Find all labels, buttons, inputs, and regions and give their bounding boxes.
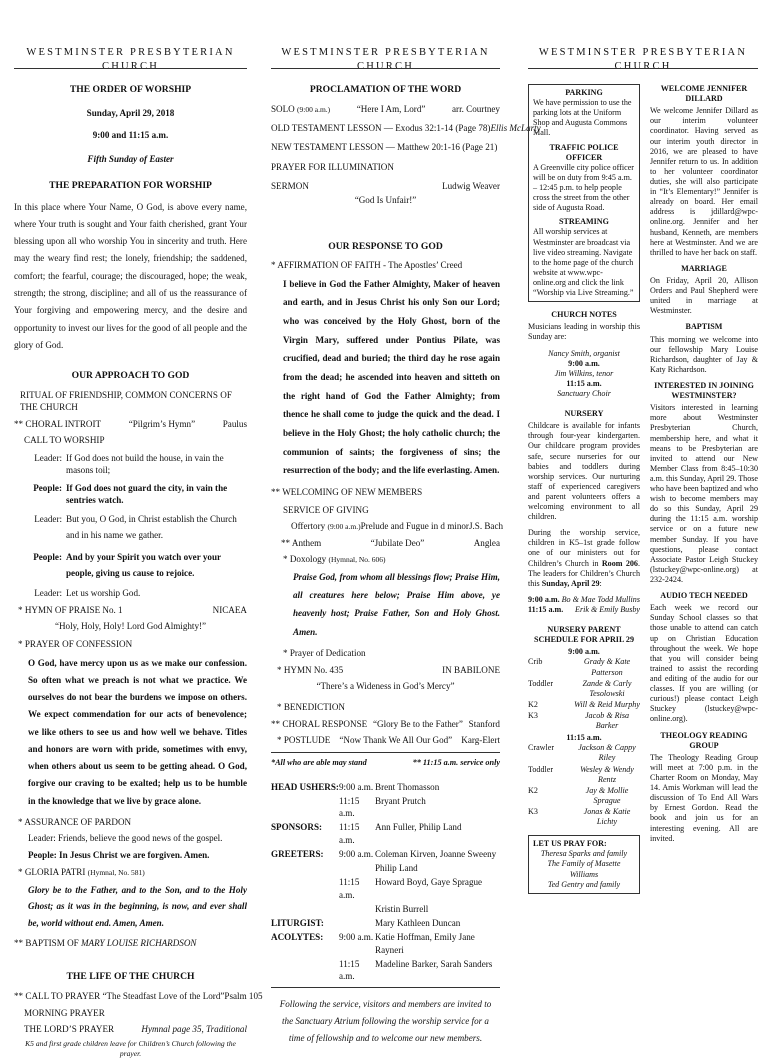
hymn-of-praise: * HYMN OF PRAISE No. 1 NICAEA [18,604,247,615]
theology-text: The Theology Reading Group will meet at 7:00 p.m. in the Charter Room on Monday, May 14. Amis Workman will lead the discussion of To End All Wars by Ernest Gordon. Read the book and join us for an interesting evening. All are invited. [650,752,758,843]
doxology: * Doxology (Hymnal, No. 606) [283,553,386,564]
welcoming-new-members: ** WELCOMING OF NEW MEMBERS [271,486,423,497]
church-notes-text: Musicians leading in worship this Sunday are: [528,322,640,342]
prayer-of-confession: * PRAYER OF CONFESSION [18,639,133,650]
prayer-of-dedication: * Prayer of Dedication [283,647,366,658]
nursery-title: NURSERY [564,409,604,419]
order-of-worship-column [14,0,263,1059]
service-date: Sunday, April 29, 2018 [86,107,175,118]
joining-text: Visitors interested in learning more about Westminster Presbyterian Church, membership here, and what it means to be Presbyterian are invited to attend our New Member Class from 8:45–10:30 a.m. this Sunday, April 29. Those who have been baptized and who wish to become members may do so this Sunday, April 29 during the 11:15 a.m. worship service or on a future new member Sunday. If you have questions, please contact Associate Pastor Leigh Stuckey (lstuckey@wpc-online.org) at 232-2424. [650,403,758,585]
header-rule [271,68,500,69]
prayer-for-illumination: PRAYER FOR ILLUMINATION [271,161,394,172]
fifth-sunday: Fifth Sunday of Easter [87,154,174,165]
time-900: 9:00 a.m. [568,358,600,368]
marriage-title: MARRIAGE [681,263,727,273]
church-header: WESTMINSTER PRESBYTERIAN CHURCH [538,47,748,73]
baptism-text: This morning we welcome into our fellowship Mary Louise Richardson, daughter of Jay & Katy Richardson. [650,334,758,374]
church-notes-title: CHURCH NOTES [551,310,617,320]
gloria-patri: * GLORIA PATRI (Hymnal, No. 581) [18,866,145,877]
traffic-text: A Greenville city police officer will be on duty from 9:45 a.m. – 12:45 p.m. to help people cross the street from the other side of Augusta Road. [533,162,634,213]
nursery-text: Childcare is available for infants through four-year kindergarten. Our childcare program provides safe, secure nurseries for our babies and toddlers during worship services. Our nurturing staff of experienced caregivers and parent volunteers offers a welcoming environment to all children. [528,421,640,522]
fellowship-invitation: Following the service, visitors and members are invited to the Sanctuary Atrium following the worship service for a time of fellowship and to welcome our new members. [279,998,492,1044]
confession-text: O God, have mercy upon us as we make our confession. So often what we preach is not what we practice. We ourselves do not bear the burdens we impose on others. We expect commendation for our acts of benevolence; we like others to see us and how well we behave. Titles and honors are worn with pride, sometimes with envy, when others about us seem to be getting ahead. O God, forgive our craving to be exalted; help us to be humble in the knowledge that we live by grace alone. [28,657,247,806]
welcome-text: We welcome Jennifer Dillard as our interim volunteer coordinator. Having served as our interim youth director in 2016, we are pleased to have Jennifer return to us. In addition to her volunteer coordinator duties, she will also participate in “It’s Elementary!” Jennifer is already on board. Her email address is jdillard@wpc-online.org. Jennifer and her husband, Kenneth, are members here at Westminster. And we are thrilled to have her back on staff. [650,106,758,257]
organist: Nancy Smith, organist [548,348,620,358]
hymn-435: * HYMN No. 435 IN BABILONE [277,665,500,676]
apostles-creed: I believe in God the Father Almighty, Maker of heaven and earth, and in Jesus Christ his only Son our Lord; who was conceived by the Holy Ghost, born of the Virgin Mary, suffered under Pontius Pilate, was crucified, dead and buried; the third day he rose again from the dead; he ascended into heaven and sitteth on the right hand of God the Father Almighty; from thence he shall come to judge the quick and the dead. I believe in the Holy Ghost; the holy catholic church; the communion of saints; the forgiveness of sins; the resurrection of the body; and the life everlasting. Amen. [283,278,500,476]
audio-tech-title: AUDIO TECH NEEDED [660,591,748,601]
choral-response: ** CHORAL RESPONSE “Glory Be to the Father” Stanford [271,718,500,729]
solo: SOLO (9:00 a.m.) “Here I Am, Lord” arr. Courtney [271,103,500,114]
hymn-435-title: “There’s a Wideness in God’s Mercy” [316,681,455,692]
lords-prayer: THE LORD’S PRAYER Hymnal page 35, Traditional [24,1023,247,1034]
litany: Leader: If God does not build the house, in vain the masons toil; People: If God does not guard the city, in vain the sentries watch. Leader: But you, O God, in Christ establish the Church and in his name we gather. People: And by your Spirit you watch over your people, giving us cause to rejoice. Leader: Let us worship God. [33,453,237,598]
baptism: ** BAPTISM OF MARY LOUISE RICHARDSON [14,938,197,949]
prayer-item: Ted Gentry and family [547,879,621,889]
parking-box [528,84,640,302]
childrens-church: During the worship service, children in K5–1st grade follow one of our ministers out for Children’s Church in Room 206. The leaders for Children’s Church this Sunday, April 29: [528,528,640,588]
proclamation-title: PROCLAMATION OF THE WORD [309,84,462,95]
call-to-prayer: ** CALL TO PRAYER “The Steadfast Love of the Lord” Psalm 105 [14,991,263,1002]
pray-title: LET US PRAY FOR: [533,839,607,849]
header-rule [528,68,758,69]
prayer-item: Theresa Sparks and family [540,849,628,859]
choral-introit: ** CHORAL INTROIT “Pilgrim’s Hymn” Paulus [14,418,247,429]
parking-title: PARKING [565,88,603,97]
prayer-box [528,835,640,894]
welcome-title: WELCOME JENNIFER DILLARD [660,84,748,104]
doxology-text: Praise God, from whom all blessings flow; Praise Him, all creatures here below; Praise Him above, ye heavenly host; Praise Father, Son and Holy Ghost. Amen. [293,572,500,637]
sermon: SERMON Ludwig Weaver [271,181,500,191]
assurance-leader: Leader: Friends, believe the good news of the gospel. [28,833,223,844]
preparation-title: THE PREPARATION FOR WORSHIP [49,179,212,191]
streaming-title: STREAMING [559,217,609,227]
parent-schedule-title: NURSERY PARENT SCHEDULE FOR APRIL 29 [533,625,635,645]
parent-900: 9:00 a.m. [568,647,600,657]
sermon-title: “God Is Unfair!” [354,195,417,206]
gloria-text: Glory be to the Father, and to the Son, and to the Holy Ghost; as it was in the beginning, is now, and ever shall be, world without end. Amen, Amen. [28,885,247,928]
baptism-title: BAPTISM [685,322,723,332]
theology-title: THEOLOGY READING GROUP [660,730,748,750]
audio-tech-text: Each week we record our Sunday School classes so that those unable to attend can catch up on Christian Education throughout the week. We hope that you will consider being trained to assist the recording and editing of the audio for our classes. If you are willing (or curious!) please contact Leigh Stuckey (lstuckey@wpc-online.org). [650,603,758,724]
morning-prayer: MORNING PRAYER [24,1007,105,1018]
hymn-title: “Holy, Holy, Holy! Lord God Almighty!” [54,621,207,632]
old-testament-lesson: OLD TESTAMENT LESSON — Exodus 32:1-14 (Page 78) Ellis McLarty [271,123,541,134]
offertory: Offertory (9:00 a.m.) Prelude and Fugue in d minor J.S. Bach [291,521,504,532]
ritual-of-friendship: RITUAL OF FRIENDSHIP, COMMON CONCERNS OF THE CHURCH [20,390,232,413]
tenor: Jim Wilkins, tenor [554,368,614,378]
k5-note: K5 and first grade children leave for Children’s Church following the prayer. [25,1039,236,1059]
order-title: THE ORDER OF WORSHIP [69,84,192,95]
time-1115: 11:15 a.m. [566,378,602,388]
assurance-of-pardon: * ASSURANCE OF PARDON [18,817,132,828]
proclamation-column [271,0,541,1044]
preparation-text: In this place where Your Name, O God, is above every name, where Your truth is sought and Your faith cherished, grant Your blessing upon all who worship You in sincerity and truth. Here may the weary find rest; the lonely, friendship; the saddened, comfort; the fearful, courage; the discouraged, hope; the weak, strength; the strong, discipline; and all of us the reassurance of Your forgiving and empowering mercy, and the desire and opportunity to invest our lives for the good of all people and the glory of God. [14,201,247,350]
assurance-people: People: In Jesus Christ we are forgiven. Amen. [28,849,210,860]
volunteer-schedule: HEAD USHERS: 9:00 a.m. Brent Thomasson 11:15 a.m. Bryant Prutch SPONSORS: 11:15 a.m. Ann Fuller, Philip Land GREETERS: 9:00 a.m. Coleman Kirven, Joanne Sweeny Philip Land 11:15 a.m. Howard Boyd, Gaye Sprague Kristin Burrell LITURGIST: Mary Kathleen Duncan ACOLYTES: 9:00 a.m. Katie Hoffman, Emily Jane Rayneri 11:15 a.m. Madeline Barker, Sarah Sanders [271,781,497,982]
service-of-giving: SERVICE OF GIVING [283,505,369,516]
announcements-column [528,0,758,1024]
anthem: ** Anthem “Jubilate Deo” Anglea [281,537,500,548]
service-times: 9:00 and 11:15 a.m. [92,130,169,141]
nursery-1115-list: Crawler Jackson & Cappy Riley Toddler Wesley & Wendy Rentz K2 Jay & Mollie Sprague K3 Jonas & Katie Lichty [528,743,636,827]
marriage-text: On Friday, April 20, Allison Orders and Paul Shepherd were united in marriage at Westminster. [650,275,758,316]
new-testament-lesson: NEW TESTAMENT LESSON — Matthew 20:1-16 (Page 21) [271,142,498,153]
church-header: WESTMINSTER PRESBYTERIAN CHURCH [281,47,490,73]
postlude: * POSTLUDE “Now Thank We All Our God” Karg-Elert [277,735,500,746]
parking-text: We have permission to use the parking lots at the Uniform Shop and Augusta Commons Mall. [533,98,632,138]
affirmation-of-faith: * AFFIRMATION OF FAITH - The Apostles’ Creed [271,260,463,271]
response-title: OUR RESPONSE TO GOD [328,240,443,252]
joining-title: INTERESTED IN JOINING WESTMINSTER? [654,380,754,401]
prayer-item: The Family of Masette Williams [547,859,621,879]
footnotes: *All who are able may stand ** 11:15 a.m. service only [271,758,500,768]
streaming-text: All worship services at Westminster are broadcast via live video streaming. Navigate to the home page of the church website at www.wpc-online.org and click the link “Worship via Live Streaming.” [533,227,634,298]
benediction: * BENEDICTION [277,701,345,712]
childrens-church-leaders: 9:00 a.m. Bo & Mae Todd Mullins 11:15 a.m. Erik & Emily Busby [528,594,640,615]
choir: Sanctuary Choir [557,388,611,398]
traffic-title: TRAFFIC POLICE OFFICER [549,142,619,162]
life-title: THE LIFE OF THE CHURCH [66,971,195,983]
header-rule [14,68,247,69]
nursery-900-list: Crib Grady & Kate Patterson Toddler Zande & Carly Tesolowski K2 Will & Reid Murphy K3 Jacob & Risa Barker [528,657,640,731]
approach-title: OUR APPROACH TO GOD [71,370,190,382]
parent-1115: 11:15 a.m. [566,733,602,743]
church-header: WESTMINSTER PRESBYTERIAN CHURCH [26,47,235,73]
call-to-worship: CALL TO WORSHIP [24,434,105,445]
